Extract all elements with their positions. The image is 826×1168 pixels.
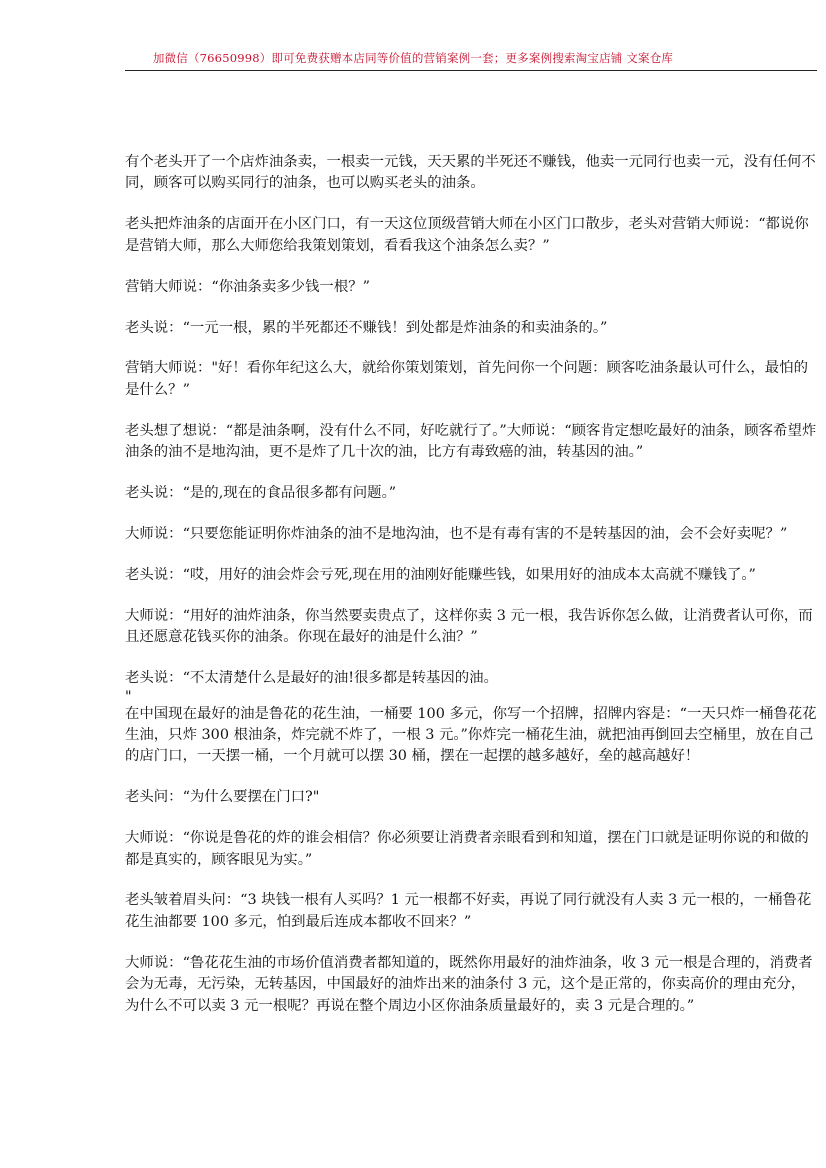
paragraph: 营销大师说："好！看你年纪这么大，就给你策划策划，首先问你一个问题：顾客吃油条最认可什么，最怕的是什么？” [125,360,808,398]
paragraph: 在中国现在最好的油是鲁花的花生油，一桶要 100 多元，你写一个招牌，招牌内容是：“一天只炸一桶鲁花花生油，只炸 300 根油条，炸完就不炸了，一根 3 元。”你炸完一桶花生油，就把油再倒回去空桶里，放在自己的店门口，一天摆一桶，一个月就可以摆 30 桶，摆在一起摆的越多越好，垒的越高越好！ [125,705,817,765]
paragraph: 老头问：“为什么要摆在门口?" [125,789,320,806]
paragraph: 老头说：“是的,现在的食品很多都有问题。” [125,485,397,502]
paragraph: 营销大师说：“你油条卖多少钱一根？” [125,278,370,295]
paragraph: 有个老头开了一个店炸油条卖，一根卖一元钱，天天累的半死还不赚钱，他卖一元同行也卖一元，没有任何不同，顾客可以购买同行的油条，也可以购买老头的油条。 [125,154,816,192]
paragraph: 老头想了想说：“都是油条啊，没有什么不同，好吃就行了。”大师说：“顾客肯定想吃最好的油条，顾客希望炸油条的油不是地沟油，更不是炸了几十次的油，比方有毒致癌的油，转基因的油。” [125,422,817,461]
paragraph: 大师说：“你说是鲁花的炸的谁会相信？你必须要让消费者亲眼看到和知道，摆在门口就是证明你说的和做的都是真实的，顾客眼见为实。” [125,830,809,868]
paragraph: 老头说：“哎，用好的油会炸会亏死,现在用的油刚好能赚些钱，如果用好的油成本太高就不赚钱了。” [125,566,756,583]
paragraph: 老头说：“不太清楚什么是最好的油!很多都是转基因的油。 [125,670,498,687]
page-header-banner: 加微信（76650998）即可免费获赠本店同等价值的营销案例一套；更多案例搜索淘宝店铺 文案仓库 [152,51,674,65]
document-body [125,152,819,1036]
paragraph: 大师说：“用好的油炸油条，你当然要卖贵点了，这样你卖 3 元一根，我告诉你怎么做，让消费者认可你，而且还愿意花钱买你的油条。你现在最好的油是什么油？” [125,607,813,646]
paragraph: 老头把炸油条的店面开在小区门口，有一天这位顶级营销大师在小区门口散步，老头对营销大师说：“都说你是营销大师，那么大师您给我策划策划，看看我这个油条怎么卖？” [125,216,809,254]
paragraph: 大师说：“鲁花花生油的市场价值消费者都知道的，既然你用最好的油炸油条，收 3 元一根是合理的，消费者会为无毒，无污染，无转基因，中国最好的油炸出来的油条付 3 元，这个是正常的，你卖高价的理由充分，为什么不可以卖 3 元一根呢？再说在整个周边小区你油条质量最好的，卖 3 元是合理的。” [125,954,813,1014]
stray-quote-mark: " [125,688,132,705]
paragraph: 老头说：“一元一根，累的半死都还不赚钱！到处都是炸油条的和卖油条的。” [125,319,608,336]
paragraph: 大师说：“只要您能证明你炸油条的油不是地沟油，也不是有毒有害的不是转基因的油，会不会好卖呢？” [125,525,788,542]
paragraph: 老头皱着眉头问：“3 块钱一根有人买吗？1 元一根都不好卖，再说了同行就没有人卖 3 元一根的，一桶鲁花花生油都要 100 多元，怕到最后连成本都收不回来？” [125,892,812,930]
header-divider [125,70,817,71]
